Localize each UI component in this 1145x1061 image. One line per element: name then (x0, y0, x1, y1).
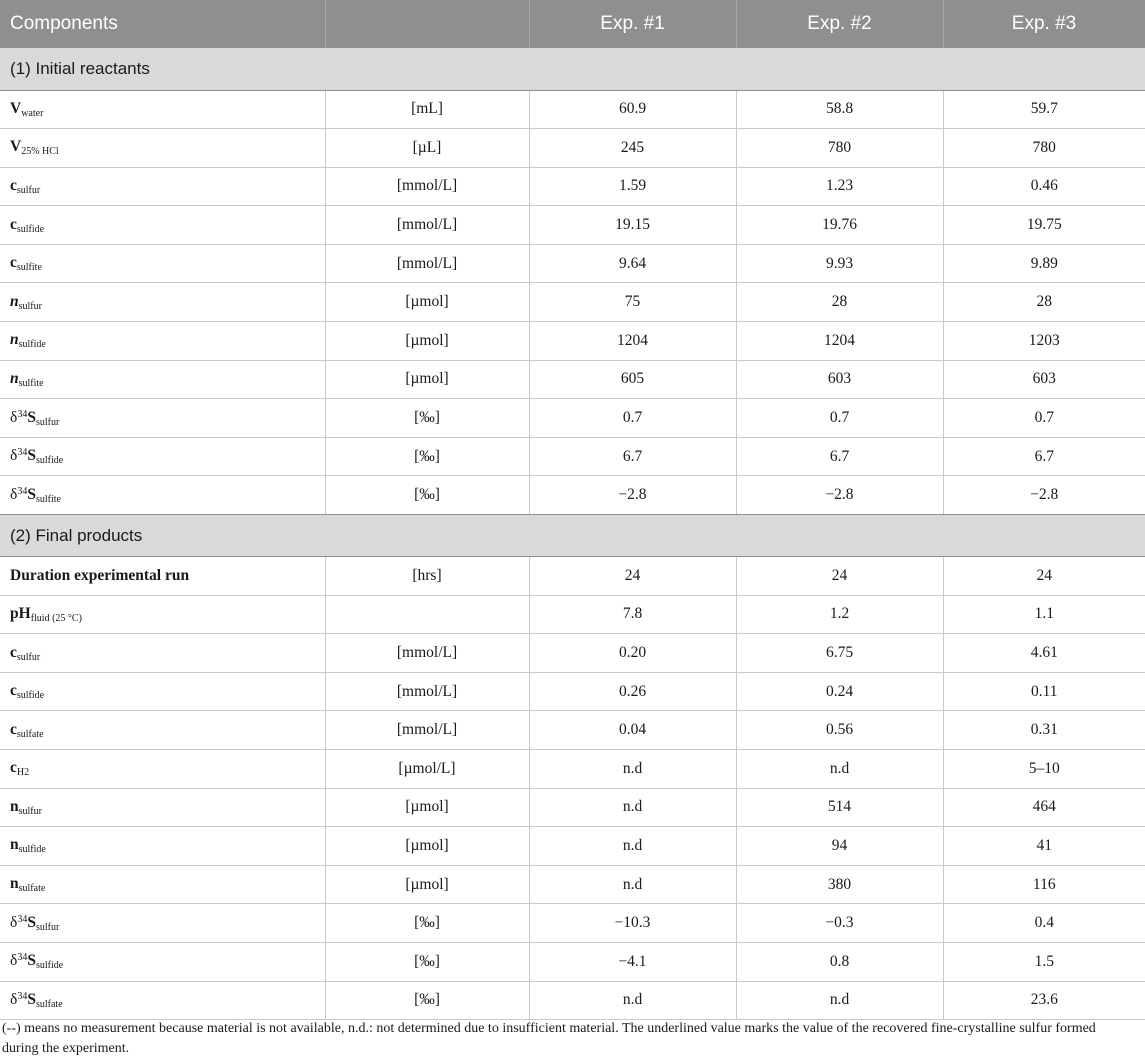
table-row (0, 865, 1145, 904)
isotope-mass: 34 (17, 485, 28, 497)
exp1-value: 6.7 (529, 437, 736, 476)
component-name (0, 904, 325, 943)
exp1-value: 9.64 (529, 244, 736, 283)
table-row (0, 476, 1145, 515)
component-subscript: 25% HCl (21, 146, 59, 158)
component-name (0, 322, 325, 361)
component-subscript: sulfite (35, 493, 61, 505)
unit-cell: [µmol] (325, 788, 529, 827)
component-name (0, 399, 325, 438)
component-subscript: sulfur (16, 184, 41, 196)
component-subscript: sulfite (18, 377, 44, 389)
unit-cell (325, 595, 529, 634)
component-subscript: sulfate (35, 998, 63, 1010)
table-row (0, 634, 1145, 673)
delta-symbol: δ (10, 913, 18, 931)
unit-cell: [mmol/L] (325, 244, 529, 283)
component-symbol: S (27, 952, 36, 970)
component-name (0, 981, 325, 1020)
exp1-value: 0.7 (529, 399, 736, 438)
exp1-value: 0.20 (529, 634, 736, 673)
header-exp1: Exp. #1 (529, 0, 736, 48)
component-symbol: pH (10, 604, 31, 622)
component-subscript: sulfur (18, 300, 42, 312)
unit-cell: [µmol] (325, 865, 529, 904)
unit-cell: [µmol/L] (325, 750, 529, 789)
unit-cell: [‰] (325, 904, 529, 943)
exp3-value: 0.11 (943, 672, 1145, 711)
isotope-mass: 34 (17, 447, 28, 459)
exp3-value: 24 (943, 557, 1145, 596)
unit-cell: [µmol] (325, 322, 529, 361)
delta-symbol: δ (10, 447, 18, 465)
component-symbol: c (10, 720, 17, 738)
component-symbol: n (10, 836, 19, 854)
table-footnote: (--) means no measurement because material is not available, n.d.: not determined due to insufficient material. The underlined value marks the value of the recovered fine-crystalline sulfur formed during the experiment. (2, 1021, 1096, 1056)
table-row (0, 437, 1145, 476)
component-symbol: n (10, 369, 19, 387)
component-symbol: c (10, 176, 17, 194)
table-row (0, 90, 1145, 129)
delta-symbol: δ (10, 408, 18, 426)
table-row (0, 595, 1145, 634)
component-name (0, 942, 325, 981)
component-symbol: S (27, 408, 36, 426)
table-row (0, 360, 1145, 399)
exp2-value: 0.8 (736, 942, 943, 981)
component-name (0, 865, 325, 904)
component-name (0, 557, 325, 596)
exp2-value: 1204 (736, 322, 943, 361)
component-symbol: c (10, 682, 17, 700)
component-name (0, 244, 325, 283)
exp3-value: 6.7 (943, 437, 1145, 476)
table-row (0, 244, 1145, 283)
exp3-value: 1203 (943, 322, 1145, 361)
component-subscript: sulfur (16, 651, 41, 663)
unit-cell: [mmol/L] (325, 167, 529, 206)
exp3-value: 1.1 (943, 595, 1145, 634)
component-symbol: S (27, 913, 36, 931)
table-row (0, 942, 1145, 981)
component-subscript: sulfate (18, 883, 46, 895)
component-subscript: sulfide (16, 223, 45, 235)
exp2-value: 24 (736, 557, 943, 596)
isotope-mass: 34 (17, 913, 28, 925)
exp1-value: 605 (529, 360, 736, 399)
table-row (0, 557, 1145, 596)
unit-cell: [‰] (325, 437, 529, 476)
exp2-value: 6.75 (736, 634, 943, 673)
unit-cell: [‰] (325, 399, 529, 438)
component-symbol: V (10, 99, 22, 117)
exp2-value: 94 (736, 827, 943, 866)
component-symbol: n (10, 797, 19, 815)
unit-cell: [‰] (325, 476, 529, 515)
exp2-value: 0.56 (736, 711, 943, 750)
component-name (0, 634, 325, 673)
table-row (0, 129, 1145, 168)
exp2-value: 514 (736, 788, 943, 827)
delta-symbol: δ (10, 952, 18, 970)
exp3-value: 59.7 (943, 90, 1145, 129)
exp1-value: 24 (529, 557, 736, 596)
component-symbol: c (10, 759, 17, 777)
section-final-row (0, 515, 1145, 557)
header-exp2: Exp. #2 (736, 0, 943, 48)
component-subscript: sulfide (35, 960, 64, 972)
exp3-value: 0.31 (943, 711, 1145, 750)
component-name (0, 437, 325, 476)
exp2-value: 380 (736, 865, 943, 904)
unit-cell: [mmol/L] (325, 711, 529, 750)
exp1-value: 0.26 (529, 672, 736, 711)
exp1-value: 60.9 (529, 90, 736, 129)
table-row (0, 322, 1145, 361)
delta-symbol: δ (10, 990, 18, 1008)
table-row (0, 672, 1145, 711)
exp2-value: n.d (736, 750, 943, 789)
table-row (0, 827, 1145, 866)
component-symbol: c (10, 643, 17, 661)
exp1-value: −4.1 (529, 942, 736, 981)
component-symbol: n (10, 331, 19, 349)
unit-cell: [mmol/L] (325, 206, 529, 245)
table-row (0, 399, 1145, 438)
exp3-value: 780 (943, 129, 1145, 168)
exp3-value: 0.4 (943, 904, 1145, 943)
exp3-value: 0.7 (943, 399, 1145, 438)
component-symbol: S (27, 485, 36, 503)
component-name (0, 90, 325, 129)
exp2-value: n.d (736, 981, 943, 1020)
unit-cell: [mmol/L] (325, 672, 529, 711)
component-symbol: c (10, 215, 17, 233)
table-row (0, 206, 1145, 245)
table-row (0, 750, 1145, 789)
exp3-value: 0.46 (943, 167, 1145, 206)
component-subscript: sulfide (18, 844, 46, 856)
exp2-value: 0.7 (736, 399, 943, 438)
exp1-value: n.d (529, 788, 736, 827)
component-name (0, 711, 325, 750)
exp3-value: 1.5 (943, 942, 1145, 981)
exp1-value: 7.8 (529, 595, 736, 634)
exp1-value: −10.3 (529, 904, 736, 943)
component-symbol: V (10, 138, 22, 156)
component-subscript: sulfur (35, 921, 60, 933)
component-name (0, 750, 325, 789)
component-symbol: S (27, 990, 36, 1008)
component-name (0, 206, 325, 245)
delta-symbol: δ (10, 485, 18, 503)
exp2-value: 9.93 (736, 244, 943, 283)
exp2-value: −0.3 (736, 904, 943, 943)
component-name (0, 129, 325, 168)
exp1-value: 75 (529, 283, 736, 322)
exp3-value: 9.89 (943, 244, 1145, 283)
unit-cell: [µmol] (325, 360, 529, 399)
component-subscript: sulfur (35, 416, 60, 428)
isotope-mass: 34 (17, 408, 28, 420)
table-row (0, 904, 1145, 943)
exp3-value: 4.61 (943, 634, 1145, 673)
isotope-mass: 34 (17, 952, 28, 964)
exp1-value: 245 (529, 129, 736, 168)
component-subscript: sulfate (16, 728, 44, 740)
component-subscript: sulfide (18, 339, 46, 351)
exp1-value: n.d (529, 750, 736, 789)
component-subscript: sulfur (18, 805, 42, 817)
table-row (0, 711, 1145, 750)
exp1-value: n.d (529, 827, 736, 866)
unit-cell: [µmol] (325, 827, 529, 866)
exp2-value: −2.8 (736, 476, 943, 515)
component-name (0, 595, 325, 634)
unit-cell: [hrs] (325, 557, 529, 596)
table-row (0, 167, 1145, 206)
header-components: Components (0, 0, 325, 48)
unit-cell: [µL] (325, 129, 529, 168)
component-subscript: fluid (25 °C) (30, 612, 82, 624)
exp2-value: 1.23 (736, 167, 943, 206)
exp3-value: 5–10 (943, 750, 1145, 789)
component-subscript: sulfite (16, 262, 42, 274)
exp1-value: −2.8 (529, 476, 736, 515)
unit-cell: [µmol] (325, 283, 529, 322)
component-symbol: c (10, 254, 17, 272)
exp1-value: 1.59 (529, 167, 736, 206)
exp3-value: 28 (943, 283, 1145, 322)
exp1-value: n.d (529, 865, 736, 904)
component-name (0, 167, 325, 206)
exp3-value: 116 (943, 865, 1145, 904)
exp1-value: 0.04 (529, 711, 736, 750)
table-row (0, 788, 1145, 827)
component-name (0, 672, 325, 711)
section-initial-title: (1) Initial reactants (0, 48, 1145, 90)
exp2-value: 603 (736, 360, 943, 399)
component-name (0, 283, 325, 322)
exp2-value: 1.2 (736, 595, 943, 634)
exp3-value: −2.8 (943, 476, 1145, 515)
exp2-value: 28 (736, 283, 943, 322)
unit-cell: [mmol/L] (325, 634, 529, 673)
component-subscript: sulfide (16, 690, 45, 702)
exp3-value: 19.75 (943, 206, 1145, 245)
section-initial-row (0, 48, 1145, 90)
exp3-value: 603 (943, 360, 1145, 399)
exp2-value: 58.8 (736, 90, 943, 129)
component-subscript: sulfide (35, 455, 64, 467)
component-name (0, 476, 325, 515)
exp3-value: 464 (943, 788, 1145, 827)
exp3-value: 41 (943, 827, 1145, 866)
component-subscript: water (21, 107, 44, 119)
exp2-value: 19.76 (736, 206, 943, 245)
exp2-value: 0.24 (736, 672, 943, 711)
component-symbol: n (10, 875, 19, 893)
component-name (0, 360, 325, 399)
section-final-title: (2) Final products (0, 515, 1145, 557)
table-header-row (0, 0, 1145, 48)
component-name (0, 827, 325, 866)
table-row (0, 981, 1145, 1020)
exp3-value: 23.6 (943, 981, 1145, 1020)
exp1-value: 1204 (529, 322, 736, 361)
exp1-value: n.d (529, 981, 736, 1020)
isotope-mass: 34 (17, 990, 28, 1002)
header-exp3: Exp. #3 (943, 0, 1145, 48)
exp2-value: 6.7 (736, 437, 943, 476)
component-symbol: S (27, 447, 36, 465)
header-unit (325, 0, 529, 48)
component-symbol: Duration experimental run (10, 566, 190, 584)
component-symbol: n (10, 292, 19, 310)
exp2-value: 780 (736, 129, 943, 168)
unit-cell: [‰] (325, 942, 529, 981)
component-subscript: H2 (16, 767, 30, 779)
unit-cell: [‰] (325, 981, 529, 1020)
component-name (0, 788, 325, 827)
exp1-value: 19.15 (529, 206, 736, 245)
unit-cell: [mL] (325, 90, 529, 129)
table-row (0, 283, 1145, 322)
